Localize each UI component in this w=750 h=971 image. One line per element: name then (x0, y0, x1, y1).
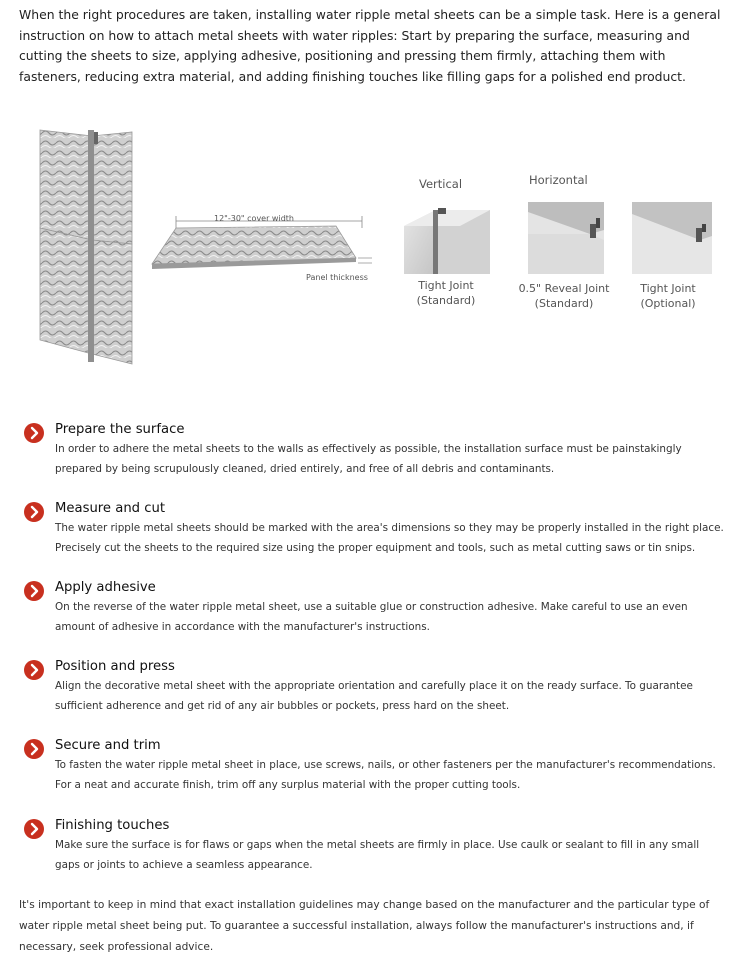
step-title: Apply adhesive (55, 580, 156, 595)
panel-thickness-label: Panel thickness (306, 273, 368, 282)
vertical-joint-diagram (404, 208, 490, 274)
step-title: Measure and cut (55, 501, 166, 516)
intro-paragraph: When the right procedures are taken, installing water ripple metal sheets can be a simple task. Here is a general instruction on how to attach metal sheets with water ripples: Start by preparing the surface, measuring and cutting the sheets to size, applying adhesive, positioning and pressing them firmly, attaching them with fasteners, reducing extra material, and adding finishing touches like filling gaps for a polished end product. (19, 7, 721, 84)
installation-diagram (0, 118, 750, 368)
step-description: The water ripple metal sheets should be marked with the area's dimensions so they may be properly installed in the right place. Precisely cut the sheets to the required size using the proper equipment and tools, such as metal cutting saws or tin snips. (55, 522, 724, 554)
step-description: To fasten the water ripple metal sheet in place, use screws, nails, or other fasteners per the manufacturer's recommendations. For a neat and accurate finish, trim off any surplus material with the proper cutting tools. (55, 759, 716, 791)
joint-2-line1: 0.5" Reveal Joint (518, 282, 610, 295)
step-description: On the reverse of the water ripple metal sheet, use a suitable glue or construction adhesive. Make careful to use an even amount of adhesive in accordance with the manufacturer's instructions. (55, 601, 688, 633)
joint-3-line1: Tight Joint (640, 282, 696, 295)
joint-1-line1: Tight Joint (418, 279, 474, 292)
joint-3-line2: (Optional) (640, 297, 696, 310)
step-description: In order to adhere the metal sheets to the walls as effectively as possible, the installation surface must be painstakingly prepared by being scrupulously cleaned, dried entirely, and free of all debris and contaminants. (55, 443, 682, 475)
joint-1-line2: (Standard) (416, 294, 476, 307)
chevron-right-icon (24, 660, 44, 680)
closing-paragraph: It's important to keep in mind that exact installation guidelines may change based on the manufacturer and the particular type of water ripple metal sheet being put. To guarantee a successful installation, always follow the manufacturer's instructions and, if necessary, seek professional advice. (19, 899, 710, 953)
step-title: Finishing touches (55, 818, 170, 833)
chevron-right-icon (24, 423, 44, 443)
chevron-right-icon (24, 819, 44, 839)
joint-2-line2: (Standard) (534, 297, 594, 310)
vertical-heading: Vertical (419, 177, 463, 191)
reveal-joint-diagram (528, 202, 604, 274)
step-title: Position and press (55, 659, 175, 674)
step-title: Prepare the surface (55, 422, 185, 437)
flat-panel-dimension-view (152, 214, 372, 282)
horizontal-heading: Horizontal (529, 173, 588, 187)
chevron-right-icon (24, 739, 44, 759)
chevron-right-icon (24, 502, 44, 522)
step-description: Align the decorative metal sheet with the appropriate orientation and carefully place it on the ready surface. To guarantee sufficient adherence and get rid of any air bubbles or pockets, press hard on the sheet. (55, 680, 693, 712)
cover-width-label: 12"-30" cover width (214, 214, 294, 223)
step-title: Secure and trim (55, 738, 161, 753)
wall-panel-assembly (40, 130, 132, 364)
chevron-right-icon (24, 581, 44, 601)
step-description: Make sure the surface is for flaws or gaps when the metal sheets are firmly in place. Use caulk or sealant to fill in any small gaps or joints to achieve a seamless appearance. (55, 839, 700, 871)
optional-tight-joint-diagram (632, 202, 712, 274)
